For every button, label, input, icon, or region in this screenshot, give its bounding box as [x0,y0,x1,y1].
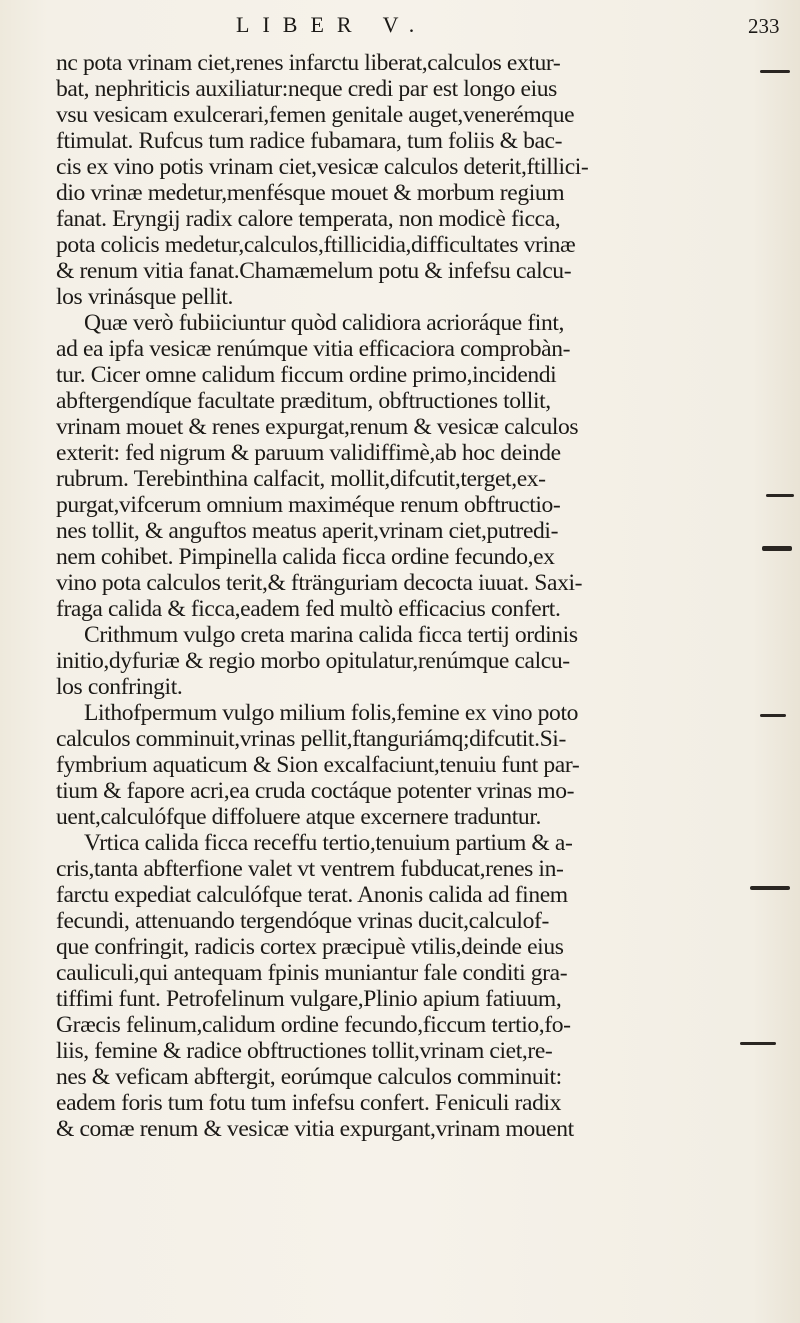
text-line: fanat. Eryngij radix calore temperata, non modicè ficca, [56,206,561,232]
text-line: Græcis felinum,calidum ordine fecundo,ficcum tertio,fo- [56,1012,571,1038]
paragraph-start-line: Lithofpermum vulgo milium folis,femine ex vino poto [84,700,579,726]
text-line: los vrinásque pellit. [56,284,234,310]
text-line: dio vrinæ medetur,menfésque mouet & morbum regium [56,180,565,206]
text-line: rubrum. Terebinthina calfacit, mollit,difcutit,terget,ex- [56,466,546,492]
paragraph-start-line: Vrtica calida ficca receffu tertio,tenuium partium & a- [84,830,573,856]
text-line: tium & fapore acri,ea cruda coctáque potenter vrinas mo- [56,778,575,804]
running-head: LIBER V. [236,12,428,37]
text-line: que confringit, radicis cortex præcipuè vtilis,deinde eius [56,934,564,960]
text-line: & comæ renum & vesicæ vitia expurgant,vrinam mouent [56,1116,574,1142]
paragraph-start-line: Quæ verò fubiiciuntur quòd calidiora acrioráque fint, [84,310,565,336]
text-line: liis, femine & radice obftructiones tollit,vrinam ciet,re- [56,1038,553,1064]
text-line: eadem foris tum fotu tum infefsu confert. Feniculi radix [56,1090,562,1116]
text-line: nem cohibet. Pimpinella calida ficca ordine fecundo,ex [56,544,555,570]
page-header [0,4,800,44]
text-line: vrinam mouet & renes expurgat,renum & vesicæ calculos [56,414,579,440]
text-line: nes tollit, & anguftos meatus aperit,vrinam ciet,putredi- [56,518,559,544]
text-line: purgat,vifcerum omnium maximéque renum obftructio- [56,492,561,518]
text-line: initio,dyfuriæ & regio morbo opitulatur,renúmque calcu- [56,648,570,674]
text-line: ad ea ipfa vesicæ renúmque vitia efficaciora comprobàn- [56,336,571,362]
text-line: fecundi, attenuando tergendóque vrinas ducit,calculof- [56,908,549,934]
text-line: ftimulat. Rufcus tum radice fubamara, tum foliis & bac- [56,128,563,154]
text-line: bat, nephriticis auxiliatur:neque credi par est longo eius [56,76,557,102]
text-line: cris,tanta abfterfione valet vt ventrem fubducat,renes in- [56,856,564,882]
text-line: exterit: fed nigrum & paruum validiffimè,ab hoc deinde [56,440,561,466]
text-line: vsu vesicam exulcerari,femen genitale auget,venerémque [56,102,575,128]
page-number: 233 [748,14,780,38]
text-line: abftergendíque facultate præditum, obftructiones tollit, [56,388,551,414]
text-line: uent,calculófque diffoluere atque excernere traduntur. [56,804,541,830]
text-line: calculos comminuit,vrinas pellit,ftanguriámq;difcutit.Si- [56,726,566,752]
text-line: cis ex vino potis vrinam ciet,vesicæ calculos deterit,ftillici- [56,154,589,180]
text-line: nes & veficam abftergit, eorúmque calculos comminuit: [56,1064,562,1090]
margin-ink-mark [760,70,790,73]
text-line: pota colicis medetur,calculos,ftillicidia,difficultates vrinæ [56,232,576,258]
text-line: tur. Cicer omne calidum ficcum ordine primo,incidendi [56,362,557,388]
text-line: fymbrium aquaticum & Sion excalfaciunt,tenuiu funt par- [56,752,580,778]
text-line: nc pota vrinam ciet,renes infarctu liberat,calculos extur- [56,50,561,76]
blank-page-area [0,820,800,1323]
text-line: vino pota calculos terit,& ftränguriam decocta iuuat. Saxi- [56,570,583,596]
text-line: & renum vitia fanat.Chamæmelum potu & infefsu calcu- [56,258,572,284]
text-line: farctu expediat calculófque terat. Anonis calida ad finem [56,882,568,908]
margin-ink-mark [760,714,786,717]
text-line: fraga calida & ficca,eadem fed multò efficacius confert. [56,596,561,622]
text-line: cauliculi,qui antequam fpinis muniantur fale conditi gra- [56,960,568,986]
margin-ink-mark [762,546,792,551]
margin-ink-mark [766,494,794,497]
text-line: tiffimi funt. Petrofelinum vulgare,Plinio apium fatiuum, [56,986,562,1012]
paragraph-start-line: Crithmum vulgo creta marina calida ficca tertij ordinis [84,622,578,648]
text-line: los confringit. [56,674,183,700]
